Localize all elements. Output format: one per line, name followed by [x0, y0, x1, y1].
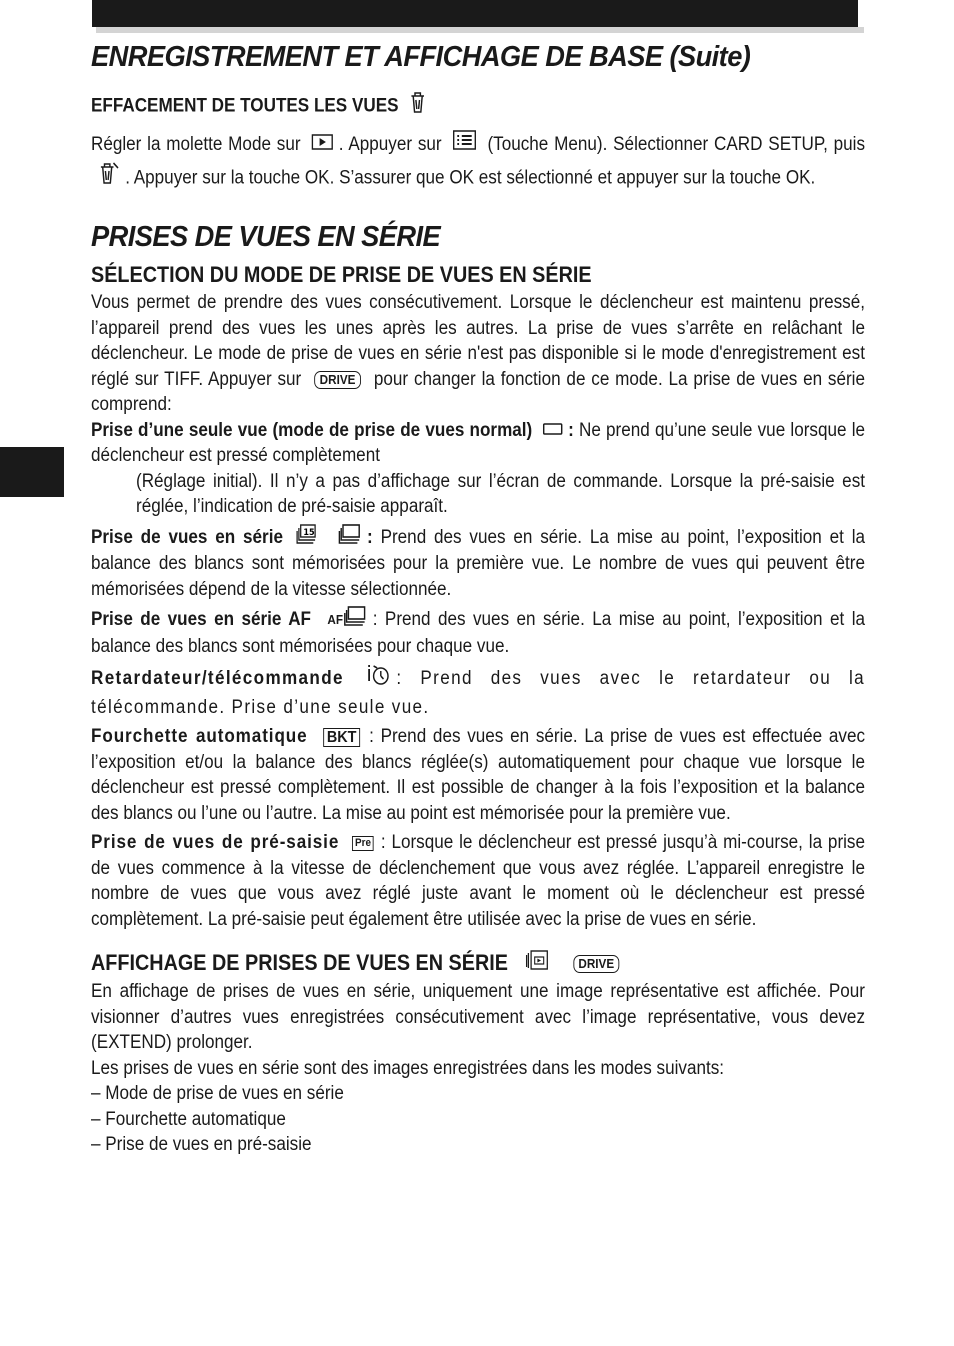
sequential-icon	[338, 524, 361, 552]
series-playback-icon	[526, 949, 549, 979]
pre-capture-icon: Pre	[352, 836, 373, 851]
erase-all-instructions	[91, 129, 865, 196]
menu-icon	[453, 129, 476, 161]
header-bar	[92, 0, 858, 27]
erase-text-3: (Touche Menu). Sélectionner CARD SETUP, puis	[487, 134, 866, 156]
mode-item-pre-capture-label: Prise de vues de pré-saisie	[91, 832, 340, 854]
header-bar-shadow	[96, 27, 864, 33]
mode-item-pre-capture	[91, 830, 865, 932]
series-display-title: AFFICHAGE DE PRISES DE VUES EN SÉRIE	[91, 950, 508, 976]
mode-item-self-timer-label: Retardateur/télécommande	[91, 668, 344, 690]
mode-intro-1: Vous permet de prendre des vues consécutivement. Lorsque le déclencheur est maintenu pressé, l’appareil prend des vues les unes après les autres. La prise de vues s’arrête en relâchant le déclencheur. Le mode de prise de vues en série n'est pas disponible si le mode d'enregistrement est réglé sur TIFF. Appuyer sur	[91, 292, 865, 390]
series-heading: PRISES DE VUES EN SÉRIE	[91, 221, 441, 254]
erase-text-4: . Appuyer sur la touche OK. S’assurer que OK est sélectionné et appuyer sur la touche OK.	[125, 167, 816, 189]
erase-all-title: EFFACEMENT DE TOUTES LES VUES	[91, 95, 399, 117]
mode-item-single-extra: (Réglage initial). Il n’y a pas d’affichage sur l’écran de commande. Lorsque la pré-saisie est réglée, l’indication de pré-saisie apparaît.	[136, 470, 865, 518]
erase-text-1: Régler la molette Mode sur	[91, 134, 301, 156]
erase-all-icon	[409, 90, 427, 123]
series-display-list-1: – Fourchette automatique	[91, 1108, 286, 1130]
mode-item-single	[91, 418, 865, 520]
mode-item-single-text: Ne prend qu’une seule vue lorsque le déclencheur est pressé complètement	[91, 419, 866, 467]
mode-item-sequential-colon: :	[367, 526, 373, 548]
mode-item-af-sequential	[91, 606, 865, 659]
series-display-list-2: – Prise de vues en pré-saisie	[91, 1134, 312, 1156]
erase-all-heading	[91, 90, 788, 123]
mode-item-af-sequential-label: Prise de vues en série AF	[91, 609, 311, 631]
mode-selection-title: SÉLECTION DU MODE DE PRISE DE VUES EN SÉRIE	[91, 262, 592, 288]
mode-item-sequential-text: Prend des vues en série. La mise au point, l’exposition et la balance des blancs sont mémorisées pour la première vue. Le nombre de vues qui peuvent être mémorisées dépend de la vitesse sélectionnée.	[91, 526, 866, 600]
mode-item-self-timer-text: : Prend des vues avec le retardateur ou la télécommande. Prise d’une seule vue.	[91, 668, 865, 718]
series-display-p1: En affichage de prises de vues en série, uniquement une image représentative est affichée. Pour visionner d’autres vues enregistrées consécutivement avec l’image représentative, vous devez (EXTEND) prolonger.	[91, 981, 865, 1054]
sequential-15-icon	[296, 524, 319, 552]
svg-text:15: 15	[303, 527, 315, 538]
page-content	[91, 36, 865, 1158]
mode-item-bracketing-label: Fourchette automatique	[91, 726, 308, 748]
page-title: ENREGISTREMENT ET AFFICHAGE DE BASE (Suite)	[91, 41, 751, 73]
mode-item-sequential	[91, 524, 865, 603]
mode-intro	[91, 290, 865, 418]
af-sequential-icon	[344, 606, 367, 634]
series-display-heading	[91, 948, 788, 979]
series-drive-icon: DRIVE	[573, 955, 620, 973]
mode-item-bracketing-text: : Prend des vues en série. La prise de vues est effectuée avec l’exposition et/ou la balance des blancs réglée(s) automatiquement pour chaque vue lorsque le déclencheur est pressé complètement. Il est possible de changer à la fois l’exposition et la balance des blancs ou l’une ou l’autre. La mise au point est mémorisée pour la première vue.	[91, 726, 865, 824]
self-timer-icon	[366, 663, 391, 695]
erase-text-2: . Appuyer sur	[338, 134, 442, 156]
series-display-p2: Les prises de vues en série sont des images enregistrées dans les modes suivants:	[91, 1057, 725, 1079]
erase-all-card-icon	[96, 161, 119, 196]
mode-item-single-colon: :	[568, 419, 574, 441]
mode-item-sequential-label: Prise de vues en série	[91, 526, 283, 548]
series-display-list-0: – Mode de prise de vues en série	[91, 1083, 344, 1105]
mode-item-single-label: Prise d’une seule vue (mode de prise de vues normal)	[91, 419, 533, 441]
af-sequential-af-label: AF	[327, 612, 344, 628]
mode-item-bracketing	[91, 724, 865, 826]
mode-item-af-sequential-text: : Prend des vues en série. La mise au point, l’exposition et la balance des blancs sont mémorisées pour chaque vue.	[91, 609, 865, 657]
bkt-icon: BKT	[323, 728, 360, 747]
chapter-tab	[0, 447, 64, 497]
playback-icon	[312, 129, 334, 161]
mode-item-self-timer	[91, 663, 865, 720]
single-frame-icon	[543, 418, 563, 444]
mode-item-pre-capture-text: : Lorsque le déclencheur est pressé jusqu’à mi-course, la prise de vues commence à la vitesse de déclenchement que vous avez réglée. L’appareil enregistre le nombre de vues que vous avez réglé juste avant le moment où le déclencheur est pressé complètement. La pré-saisie peut également être utilisée avec la prise de vues en série.	[91, 832, 865, 930]
mode-intro-2: pour changer la fonction de ce mode. La prise de vues en série comprend:	[91, 368, 865, 416]
drive-button-icon: DRIVE	[314, 371, 361, 389]
